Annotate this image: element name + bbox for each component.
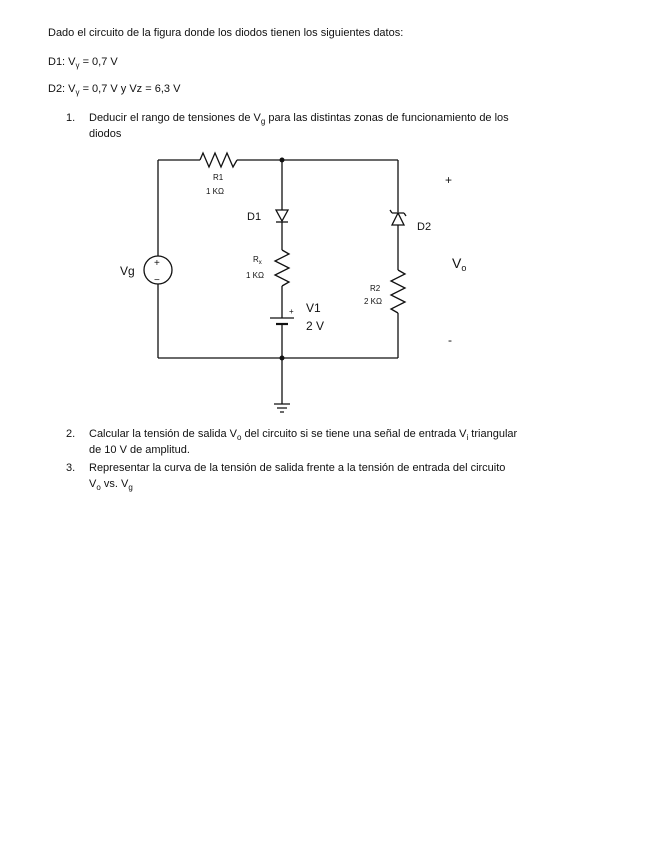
- vg-label: Vg: [120, 264, 135, 278]
- q2-text-a: Calcular la tensión de salida V: [89, 428, 237, 440]
- d1-rest: = 0,7 V: [79, 56, 118, 68]
- q3-number: 3.: [66, 462, 76, 474]
- q3-line2: [89, 477, 133, 495]
- rx-value: 1 KΩ: [246, 271, 264, 280]
- rx-name: [253, 255, 262, 266]
- q2-sub2: i: [466, 433, 469, 443]
- diode-d1-triangle: [276, 210, 288, 221]
- vo-label: [452, 255, 466, 273]
- source-minus: −: [154, 275, 160, 286]
- q2-text-c: triangular: [468, 428, 518, 440]
- q3-line1: Representar la curva de la tensión de salida frente a la tensión de entrada del circuito: [89, 462, 506, 474]
- q1-text-b: para las distintas zonas de funcionamiento de los: [265, 112, 509, 124]
- junction-top: [280, 158, 285, 163]
- q1-sub: g: [260, 117, 266, 127]
- vo-sub: o: [461, 263, 467, 273]
- r1-name: R1: [213, 173, 224, 182]
- r2-name: R2: [370, 284, 381, 293]
- d1-sub: γ: [75, 61, 80, 71]
- r1-value: 1 KΩ: [206, 187, 224, 196]
- d2-label: D2: V: [48, 83, 76, 95]
- d1-label: D1: [247, 211, 262, 223]
- output-plus: +: [445, 173, 453, 187]
- resistor-r2: [391, 270, 405, 313]
- intro-text: Dado el circuito de la figura donde los diodos tienen los siguientes datos:: [48, 27, 404, 39]
- q2-line2: de 10 V de amplitud.: [89, 444, 190, 456]
- q3-sub2: g: [128, 483, 133, 493]
- q2-text-b: del circuito si se tiene una señal de entrada V: [241, 428, 467, 440]
- source-plus: +: [154, 258, 160, 269]
- d2-sub: γ: [75, 88, 80, 98]
- q3-text-a: V: [89, 478, 97, 490]
- q2-number: 2.: [66, 428, 76, 440]
- resistor-rx: [275, 250, 289, 286]
- d1-label: D1: V: [48, 56, 76, 68]
- zener-d2-triangle: [392, 213, 404, 225]
- output-minus: -: [448, 333, 452, 347]
- q1-line2: diodos: [89, 128, 122, 140]
- r2-value: 2 KΩ: [364, 297, 382, 306]
- battery-plus: +: [289, 307, 294, 316]
- d2-rest: = 0,7 V y Vz = 6,3 V: [79, 83, 181, 95]
- v1-name: V1: [306, 301, 321, 315]
- ground-symbol: [274, 404, 290, 412]
- vo-main: V: [452, 255, 462, 271]
- q2-sub1: o: [236, 433, 242, 443]
- resistor-r1: [200, 153, 237, 167]
- d2-label: D2: [417, 221, 432, 233]
- q3-text-b: vs. V: [100, 478, 129, 490]
- junction-bottom: [280, 356, 285, 361]
- v1-value: 2 V: [306, 319, 325, 333]
- rx-name-main: R: [253, 255, 259, 264]
- rx-name-sub: x: [258, 260, 262, 266]
- q1-number: 1.: [66, 112, 76, 124]
- q1-text-a: Deducir el rango de tensiones de V: [89, 112, 261, 124]
- q3-sub1: o: [96, 483, 101, 493]
